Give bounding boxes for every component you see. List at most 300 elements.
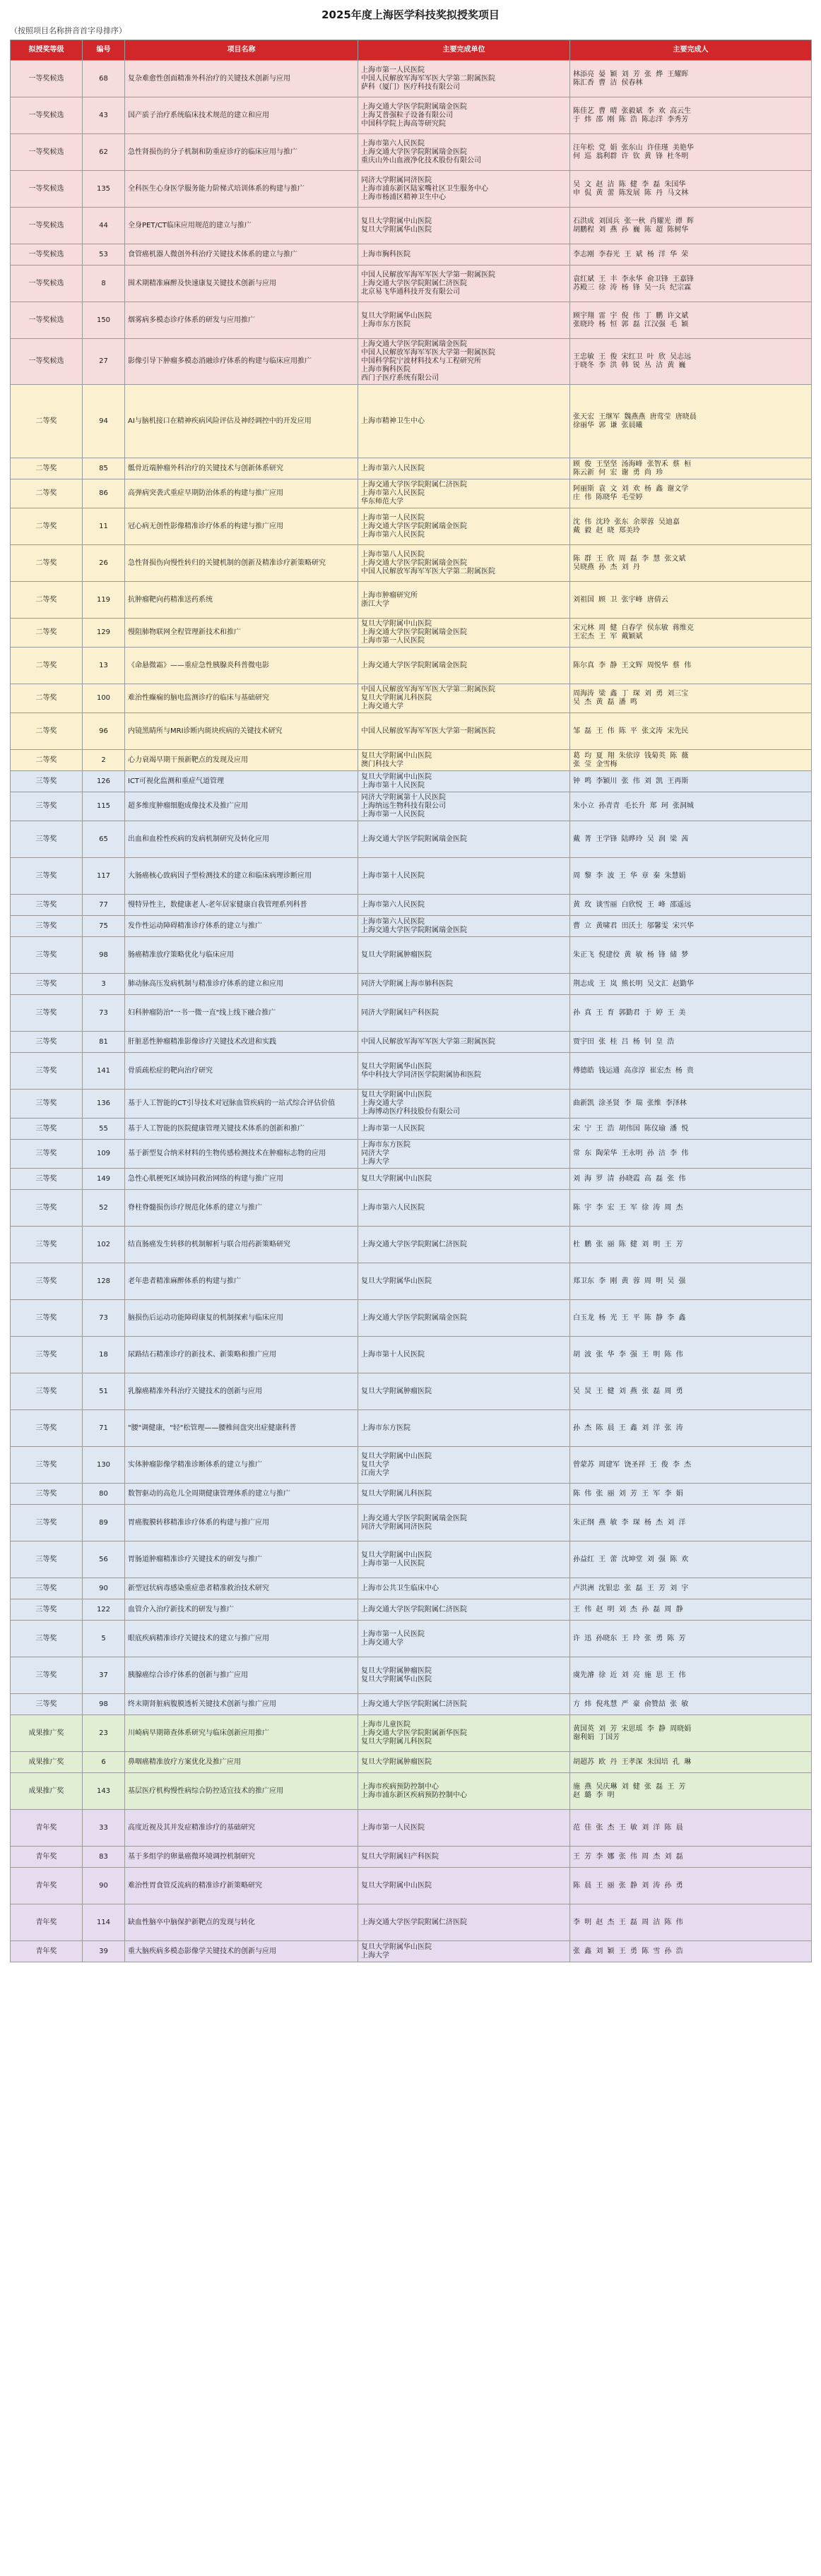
project-number: 75	[83, 916, 125, 937]
project-name: 急性心肌梗死区域协同救治网络的构建与推广应用	[125, 1169, 358, 1190]
project-name: 缺血性脑卒中脑保护新靶点的发现与转化	[125, 1904, 358, 1941]
project-number: 73	[83, 1300, 125, 1337]
completing-persons: 施 燕 吴庆琳 刘 健 张 磊 王 芳 赵 璐 李 明	[570, 1773, 812, 1810]
completing-persons: 卢洪洲 沈银忠 张 磊 王 芳 刘 宇	[570, 1578, 812, 1599]
table-row	[11, 1032, 812, 1053]
project-name: 脑损伤后运动功能障碍康复的机制探索与临床应用	[125, 1300, 358, 1337]
completing-persons: 虞先濬 徐 近 刘 亮 施 思 王 伟	[570, 1657, 812, 1694]
completing-persons: 朱正飞 倪建佼 黄 敏 杨 锋 储 梦	[570, 937, 812, 974]
table-row	[11, 1941, 812, 1962]
table-row	[11, 582, 812, 619]
project-name: 全科医生心身医学服务能力阶梯式培训体系的构建与推广	[125, 171, 358, 208]
table-row	[11, 1599, 812, 1621]
project-name: 肺动脉高压发病机制与精准诊疗体系的建立和应用	[125, 974, 358, 995]
completing-persons: 王 芳 李 娜 张 伟 周 杰 刘 磊	[570, 1847, 812, 1868]
completing-units: 复旦大学附属中山医院 复旦大学 江南大学	[358, 1447, 570, 1484]
table-row	[11, 1190, 812, 1227]
project-number: 102	[83, 1227, 125, 1263]
sort-note: （按照项目名称拼音首字母排序）	[10, 26, 126, 35]
project-number: 3	[83, 974, 125, 995]
table-row	[11, 771, 812, 792]
completing-units: 上海市东方医院	[358, 1410, 570, 1447]
project-number: 8	[83, 266, 125, 302]
header-units: 主要完成单位	[358, 40, 570, 61]
table-row	[11, 1140, 812, 1169]
completing-persons: 宋 宁 王 浩 胡伟国 陈仪瑜 潘 悦	[570, 1119, 812, 1140]
completing-units: 复旦大学附属妇产科医院	[358, 1847, 570, 1868]
award-grade: 三等奖	[11, 1032, 83, 1053]
page-title: 2025年度上海医学科技奖拟授奖项目	[321, 8, 500, 21]
project-name: 难治性癫痫的脑电监测诊疗的临床与基础研究	[125, 684, 358, 713]
award-grade: 一等奖候选	[11, 339, 83, 385]
table-row	[11, 895, 812, 916]
completing-units: 复旦大学附属中山医院 上海交通大学 上海博动医疗科技股份有限公司	[358, 1090, 570, 1119]
award-grade: 三等奖	[11, 1053, 83, 1090]
header-persons: 主要完成人	[570, 40, 812, 61]
project-number: 150	[83, 302, 125, 339]
project-number: 39	[83, 1941, 125, 1962]
project-name: 眼底疾病精准诊疗关键技术的建立与推广应用	[125, 1621, 358, 1657]
project-name: 慢阻肺物联网全程管理新技术和推广	[125, 619, 358, 648]
table-row	[11, 1169, 812, 1190]
completing-units: 上海市第六人民医院 上海交通大学医学院附属瑞金医院	[358, 916, 570, 937]
project-name: 《命悬微霜》——重症急性胰腺炎科普微电影	[125, 648, 358, 684]
award-grade: 三等奖	[11, 1169, 83, 1190]
award-grade: 青年奖	[11, 1868, 83, 1904]
completing-units: 上海市第十人民医院	[358, 858, 570, 895]
project-name: 基于人工智能的医院健康管理关键技术体系的创新和推广	[125, 1119, 358, 1140]
award-grade: 三等奖	[11, 1694, 83, 1715]
completing-units: 复旦大学附属华山医院 上海市东方医院	[358, 302, 570, 339]
award-grade: 二等奖	[11, 713, 83, 750]
completing-units: 复旦大学附属中山医院	[358, 1169, 570, 1190]
project-number: 141	[83, 1053, 125, 1090]
table-row	[11, 937, 812, 974]
completing-units: 上海交通大学医学院附属瑞金医院	[358, 821, 570, 858]
header-grade: 拟授奖等级	[11, 40, 83, 61]
table-row	[11, 1542, 812, 1578]
award-grade: 一等奖候选	[11, 61, 83, 97]
completing-units: 复旦大学附属华山医院 上海大学	[358, 1941, 570, 1962]
table-row	[11, 171, 812, 208]
award-grade: 三等奖	[11, 916, 83, 937]
award-grade: 一等奖候选	[11, 302, 83, 339]
project-number: 135	[83, 171, 125, 208]
table-row	[11, 266, 812, 302]
award-grade: 三等奖	[11, 1410, 83, 1447]
project-number: 6	[83, 1752, 125, 1773]
completing-persons: 曾蒙苏 周建军 饶圣祥 王 俊 李 杰	[570, 1447, 812, 1484]
award-grade: 三等奖	[11, 1119, 83, 1140]
completing-units: 上海市第六人民医院	[358, 1190, 570, 1227]
completing-units: 复旦大学附属肿瘤医院	[358, 1373, 570, 1410]
project-number: 136	[83, 1090, 125, 1119]
award-grade: 青年奖	[11, 1941, 83, 1962]
project-name: 胃癌腹膜转移精准诊疗体系的构建与推广应用	[125, 1505, 358, 1542]
project-name: 食管癌机器人微创外科治疗关键技术体系的建立与推广	[125, 244, 358, 266]
award-grade: 三等奖	[11, 995, 83, 1032]
completing-persons: 黄 玫 谈雪丽 白欣悦 王 峰 邵遥远	[570, 895, 812, 916]
project-name: 急性肾损伤向慢性转归的关键机制的创新及精准诊疗新策略研究	[125, 545, 358, 582]
project-number: 98	[83, 937, 125, 974]
completing-persons: 顾 俊 王坚坚 汤海峰 张智禾 蔡 桓 陈云新 何 宏 谢 勇 尚 珍	[570, 458, 812, 479]
award-grade: 三等奖	[11, 1505, 83, 1542]
completing-units: 复旦大学附属中山医院 上海市第十人民医院	[358, 771, 570, 792]
table-row	[11, 134, 812, 171]
completing-persons: 朱正纲 燕 敏 李 琛 杨 杰 刘 洋	[570, 1505, 812, 1542]
completing-units: 上海交通大学医学院附属瑞金医院	[358, 648, 570, 684]
project-name: 老年患者精准麻醉体系的构建与推广	[125, 1263, 358, 1300]
completing-units: 复旦大学附属肿瘤医院	[358, 937, 570, 974]
project-name: 全身PET/CT临床应用规范的建立与推广	[125, 208, 358, 244]
completing-persons: 邹 磊 王 伟 陈 平 张文涛 宋先民	[570, 713, 812, 750]
project-number: 143	[83, 1773, 125, 1810]
completing-units: 复旦大学附属华山医院	[358, 1263, 570, 1300]
table-row	[11, 1263, 812, 1300]
completing-units: 上海市肿瘤研究所 浙江大学	[358, 582, 570, 619]
award-grade: 二等奖	[11, 545, 83, 582]
table-row	[11, 1337, 812, 1373]
project-name: 乳腺癌精准外科治疗关键技术的创新与应用	[125, 1373, 358, 1410]
completing-persons: 戴 菁 王学锋 陆晔玲 吴 润 梁 茜	[570, 821, 812, 858]
completing-units: 上海交通大学医学院附属仁济医院 上海市第六人民医院 华东师范大学	[358, 479, 570, 508]
completing-persons: 陈尔真 李 静 王文辉 周悦华 蔡 伟	[570, 648, 812, 684]
completing-persons: 吴 文 赵 洁 陈 健 李 磊 朱国华 申 侃 黄 蕾 陈发展 陈 丹 马文林	[570, 171, 812, 208]
table-row	[11, 1904, 812, 1941]
project-name: 心力衰竭早期干预新靶点的发现及应用	[125, 750, 358, 771]
completing-units: 复旦大学附属中山医院 复旦大学附属华山医院	[358, 208, 570, 244]
completing-persons: 王忠敏 王 俊 宋红卫 叶 欣 吴志远 于晓冬 李 洪 韩 锐 丛 洁 黄 巍	[570, 339, 812, 385]
completing-units: 上海交通大学医学院附属瑞金医院 同济大学附属同济医院	[358, 1505, 570, 1542]
completing-units: 同济大学附属上海市肺科医院	[358, 974, 570, 995]
award-grade: 三等奖	[11, 1578, 83, 1599]
completing-persons: 荆志成 王 岚 熊长明 吴文汇 赵勤华	[570, 974, 812, 995]
project-name: 影像引导下肿瘤多模态消融诊疗体系的构建与临床应用推广	[125, 339, 358, 385]
award-grade: 三等奖	[11, 1227, 83, 1263]
award-grade: 青年奖	[11, 1810, 83, 1847]
completing-persons: 傅德皓 钱运通 高彦淳 崔宏杰 杨 贵	[570, 1053, 812, 1090]
table-row	[11, 713, 812, 750]
completing-units: 上海市第一人民医院	[358, 1119, 570, 1140]
completing-persons: 陈 伟 张 丽 刘 芳 王 军 李 娟	[570, 1484, 812, 1505]
completing-persons: 张 鑫 刘 颖 王 勇 陈 雪 孙 浩	[570, 1941, 812, 1962]
project-name: 高弹病突袭式重症早期防治体系的构建与推广应用	[125, 479, 358, 508]
completing-units: 复旦大学附属中山医院 澳门科技大学	[358, 750, 570, 771]
completing-persons: 孙益红 王 蕾 沈坤堂 刘 强 陈 欢	[570, 1542, 812, 1578]
project-number: 114	[83, 1904, 125, 1941]
project-number: 80	[83, 1484, 125, 1505]
project-number: 149	[83, 1169, 125, 1190]
table-row	[11, 1810, 812, 1847]
completing-persons: 郑卫东 李 刚 黄 蓉 周 明 吴 强	[570, 1263, 812, 1300]
project-name: 出血和血栓性疾病的发病机制研究及转化应用	[125, 821, 358, 858]
completing-persons: 曹 立 黄啸君 田沃土 邬馨雯 宋兴华	[570, 916, 812, 937]
completing-units: 上海市第十人民医院	[358, 1337, 570, 1373]
project-name: 结直肠癌发生转移的机制解析与联合用药新策略研究	[125, 1227, 358, 1263]
table-row	[11, 1300, 812, 1337]
project-name: 重大脑疾病多模态影像学关键技术的创新与应用	[125, 1941, 358, 1962]
project-number: 115	[83, 792, 125, 821]
project-number: 129	[83, 619, 125, 648]
project-number: 85	[83, 458, 125, 479]
completing-persons: 阿丽斯 袁 文 刘 欢 杨 鑫 谢文学 庄 伟 陈晓华 毛莹婷	[570, 479, 812, 508]
project-number: 56	[83, 1542, 125, 1578]
project-name: 终末期肾脏病腹膜透析关键技术创新与推广应用	[125, 1694, 358, 1715]
completing-units: 中国人民解放军海军军医大学第二附属医院 复旦大学附属儿科医院 上海交通大学	[358, 684, 570, 713]
project-name: 血管介入治疗新技术的研发与推广	[125, 1599, 358, 1621]
award-grade: 二等奖	[11, 479, 83, 508]
table-row	[11, 684, 812, 713]
award-grade: 三等奖	[11, 1190, 83, 1227]
table-row	[11, 244, 812, 266]
table-row	[11, 1578, 812, 1599]
completing-units: 上海市第一人民医院 中国人民解放军海军军医大学第二附属医院 萨科（厦门）医疗科技有限公司	[358, 61, 570, 97]
completing-units: 复旦大学附属肿瘤医院	[358, 1752, 570, 1773]
table-row	[11, 648, 812, 684]
award-grade: 一等奖候选	[11, 266, 83, 302]
award-grade: 一等奖候选	[11, 171, 83, 208]
completing-units: 同济大学附属妇产科医院	[358, 995, 570, 1032]
project-name: 新型冠状病毒感染重症患者精准救治技术研究	[125, 1578, 358, 1599]
project-number: 5	[83, 1621, 125, 1657]
completing-persons: 宋元林 周 健 白春学 侯东敏 蒋维克 王宏杰 王 军 戴颖斌	[570, 619, 812, 648]
project-name: 急性肾损伤的分子机制和防重症诊疗的临床应用与推广	[125, 134, 358, 171]
completing-persons: 刘 海 罗 清 孙晓霞 高 磊 张 伟	[570, 1169, 812, 1190]
completing-persons: 吴 炅 王 健 刘 燕 张 磊 周 勇	[570, 1373, 812, 1410]
completing-units: 复旦大学附属肿瘤医院 复旦大学附属华山医院	[358, 1657, 570, 1694]
completing-units: 上海市胸科医院	[358, 244, 570, 266]
completing-units: 上海交通大学医学院附属仁济医院	[358, 1599, 570, 1621]
completing-units: 上海市第六人民医院 上海交通大学医学院附属瑞金医院 重庆山外山血液净化技术股份有限公司	[358, 134, 570, 171]
completing-persons: 周 黎 李 波 王 华 章 秦 朱慧娟	[570, 858, 812, 895]
table-row	[11, 1715, 812, 1752]
table-row	[11, 1410, 812, 1447]
award-table-body	[11, 61, 812, 1962]
project-name: 内镜黑睛所与MRI诊断内斑块疾病的关键技术研究	[125, 713, 358, 750]
project-name: 大肠癌核心致病因子型检测技术的建立和临床病理诊断应用	[125, 858, 358, 895]
completing-units: 上海交通大学医学院附属仁济医院	[358, 1904, 570, 1941]
project-name: 难治性胃食管反流病的精准诊疗新策略研究	[125, 1868, 358, 1904]
completing-units: 上海交通大学医学院附属仁济医院	[358, 1694, 570, 1715]
project-name: 鼻咽癌精准放疗方案优化及推广应用	[125, 1752, 358, 1773]
award-grade: 三等奖	[11, 974, 83, 995]
project-name: "腰"调健康，"轻"松管理——腰椎间盘突出症健康科普	[125, 1410, 358, 1447]
award-grade: 三等奖	[11, 1621, 83, 1657]
project-name: 脊柱脊髓损伤诊疗规范化体系的建立与推广	[125, 1190, 358, 1227]
project-name: 超多维度肿瘤细胞成像技术及推广应用	[125, 792, 358, 821]
table-row	[11, 619, 812, 648]
award-grade: 三等奖	[11, 1447, 83, 1484]
award-grade: 三等奖	[11, 1373, 83, 1410]
project-number: 33	[83, 1810, 125, 1847]
completing-persons: 沈 伟 沈玲 张东 余翠蓉 吴迪嘉 戴 毅 赵 晓 郑美玲	[570, 508, 812, 545]
completing-units: 上海市第六人民医院	[358, 895, 570, 916]
table-row	[11, 1773, 812, 1810]
table-row	[11, 385, 812, 458]
award-grade: 二等奖	[11, 385, 83, 458]
project-name: 胰腺癌综合诊疗体系的创新与推广应用	[125, 1657, 358, 1694]
table-row	[11, 1694, 812, 1715]
project-number: 73	[83, 995, 125, 1032]
project-number: 62	[83, 134, 125, 171]
table-row	[11, 792, 812, 821]
completing-persons: 陈 群 王 欣 周 磊 李 慧 张文斌 吴晓燕 孙 杰 刘 丹	[570, 545, 812, 582]
completing-persons: 袁红斌 王 丰 李永华 俞卫锋 王嘉锋 苏殿三 徐 涛 杨 锋 吴一兵 纪宗霖	[570, 266, 812, 302]
project-name: 数智驱动的高危儿全周期健康管理体系的建立与推广	[125, 1484, 358, 1505]
project-name: ICT可视化监测和重症气道管理	[125, 771, 358, 792]
project-name: 高度近视及其并发症精准诊疗的基础研究	[125, 1810, 358, 1847]
completing-units: 上海交通大学医学院附属仁济医院	[358, 1227, 570, 1263]
award-grade: 三等奖	[11, 1090, 83, 1119]
award-grade: 三等奖	[11, 771, 83, 792]
project-number: 81	[83, 1032, 125, 1053]
table-row	[11, 1447, 812, 1484]
completing-persons: 黄国英 刘 芳 宋思瑶 李 静 周晓娟 谢利娟 丁国芳	[570, 1715, 812, 1752]
project-number: 27	[83, 339, 125, 385]
project-number: 43	[83, 97, 125, 134]
table-row	[11, 302, 812, 339]
completing-persons: 许 迅 孙晓东 王 玲 张 勇 陈 芳	[570, 1621, 812, 1657]
project-number: 130	[83, 1447, 125, 1484]
project-name: 川崎病早期筛查体系研究与临床创新应用推广	[125, 1715, 358, 1752]
award-grade: 三等奖	[11, 937, 83, 974]
award-grade: 二等奖	[11, 458, 83, 479]
table-row	[11, 1847, 812, 1868]
table-row	[11, 1657, 812, 1694]
project-number: 55	[83, 1119, 125, 1140]
completing-units: 上海市公共卫生临床中心	[358, 1578, 570, 1599]
project-name: 基于新型复合纳米材料的生物传感检测技术在肿瘤标志物的应用	[125, 1140, 358, 1169]
table-row	[11, 545, 812, 582]
completing-units: 上海市第六人民医院	[358, 458, 570, 479]
completing-units: 上海市疾病预防控制中心 上海市浦东新区疾病预防控制中心	[358, 1773, 570, 1810]
table-row	[11, 995, 812, 1032]
project-name: 围术期精准麻醉及快速康复关键技术创新与应用	[125, 266, 358, 302]
completing-persons: 范 佳 张 杰 王 敏 刘 洋 陈 晨	[570, 1810, 812, 1847]
table-row	[11, 1227, 812, 1263]
project-number: 119	[83, 582, 125, 619]
completing-persons: 曲新凯 涂圣贤 李 瑞 张维 李泽林	[570, 1090, 812, 1119]
project-name: 胃肠道肿瘤精准诊疗关键技术的研发与推广	[125, 1542, 358, 1578]
table-row	[11, 61, 812, 97]
project-number: 90	[83, 1868, 125, 1904]
award-grade: 三等奖	[11, 1140, 83, 1169]
completing-persons: 陈 宇 李 宏 王 军 徐 涛 周 杰	[570, 1190, 812, 1227]
project-number: 83	[83, 1847, 125, 1868]
project-number: 44	[83, 208, 125, 244]
completing-units: 上海市第一人民医院	[358, 1810, 570, 1847]
completing-units: 上海交通大学医学院附属瑞金医院 中国人民解放军海军军医大学第一附属医院 中国科学院宁波材料技术与工程研究所 上海市胸科医院 西门子医疗系统有限公司	[358, 339, 570, 385]
award-table	[10, 40, 812, 1962]
completing-persons: 陈佳艺 曹 晴 张毅斌 李 欢 高云生 于 炜 邵 刚 陈 浩 陈志洋 李秀芳	[570, 97, 812, 134]
completing-units: 中国人民解放军海军军医大学第一附属医院	[358, 713, 570, 750]
completing-persons: 陈 晨 王 丽 张 静 刘 涛 孙 勇	[570, 1868, 812, 1904]
completing-units: 上海市第八人民医院 上海交通大学医学院附属瑞金医院 中国人民解放军海军军医大学第二附属医院	[358, 545, 570, 582]
completing-units: 上海市儿童医院 上海交通大学医学院附属新华医院 复旦大学附属儿科医院	[358, 1715, 570, 1752]
project-name: 肝脏恶性肿瘤精准影像诊疗关键技术改进和实践	[125, 1032, 358, 1053]
project-name: 发作性运动障碍精准诊疗体系的建立与推广	[125, 916, 358, 937]
award-grade: 青年奖	[11, 1904, 83, 1941]
award-grade: 三等奖	[11, 858, 83, 895]
award-grade: 三等奖	[11, 1263, 83, 1300]
award-grade: 二等奖	[11, 508, 83, 545]
table-row	[11, 750, 812, 771]
project-name: 肠癌精准放疗策略优化与临床应用	[125, 937, 358, 974]
project-number: 65	[83, 821, 125, 858]
project-number: 68	[83, 61, 125, 97]
award-grade: 二等奖	[11, 619, 83, 648]
completing-units: 中国人民解放军海军军医大学第三附属医院	[358, 1032, 570, 1053]
project-name: 基于人工智能的CT引导技术对冠脉血管疾病的一站式综合评估价值	[125, 1090, 358, 1119]
award-grade: 一等奖候选	[11, 208, 83, 244]
project-number: 52	[83, 1190, 125, 1227]
award-grade: 二等奖	[11, 582, 83, 619]
completing-persons: 顾宇翔 雷 宇 倪 伟 丁 鹏 许文斌 张晓玲 杨 恒 郭 磊 江汉强 毛 颖	[570, 302, 812, 339]
table-row	[11, 1053, 812, 1090]
project-name: 抗肿瘤靶向药精准送药系统	[125, 582, 358, 619]
table-row	[11, 1484, 812, 1505]
project-name: 实体肿瘤影像学精准诊断体系的建立与推广	[125, 1447, 358, 1484]
project-number: 89	[83, 1505, 125, 1542]
project-name: 烟雾病多模态诊疗体系的研发与应用推广	[125, 302, 358, 339]
project-name: 国产质子治疗系统临床技术规范的建立和应用	[125, 97, 358, 134]
completing-persons: 杜 鹏 张 丽 陈 健 刘 明 王 芳	[570, 1227, 812, 1263]
completing-units: 上海交通大学医学院附属瑞金医院 上海艾普强粒子设备有限公司 中国科学院上海高等研究院	[358, 97, 570, 134]
project-number: 77	[83, 895, 125, 916]
completing-units: 复旦大学附属华山医院 华中科技大学同济医学院附属协和医院	[358, 1053, 570, 1090]
award-grade: 成果推广奖	[11, 1715, 83, 1752]
completing-units: 中国人民解放军海军军医大学第一附属医院 上海交通大学医学院附属仁济医院 北京易飞华通科技开发有限公司	[358, 266, 570, 302]
completing-persons: 石洪成 刘国兵 张一秋 肖耀光 谭 辉 胡鹏程 刘 燕 孙 巍 陈 超 陈树华	[570, 208, 812, 244]
project-name: 慢特异性主，数健康老人-老年居家健康自我管理系列科普	[125, 895, 358, 916]
completing-persons: 方 炜 倪兆慧 严 豪 俞赞喆 张 敏	[570, 1694, 812, 1715]
completing-units: 复旦大学附属中山医院	[358, 1868, 570, 1904]
award-grade: 三等奖	[11, 1484, 83, 1505]
project-name: 尿路结石精准诊疗的新技术、新策略和推广应用	[125, 1337, 358, 1373]
completing-units: 同济大学附属同济医院 上海市浦东新区陆家嘴社区卫生服务中心 上海市杨浦区精神卫生中心	[358, 171, 570, 208]
project-name: 基层医疗机构慢性病综合防控适宜技术的推广应用	[125, 1773, 358, 1810]
table-row	[11, 1119, 812, 1140]
project-number: 90	[83, 1578, 125, 1599]
project-number: 109	[83, 1140, 125, 1169]
award-grade: 三等奖	[11, 821, 83, 858]
table-row	[11, 1868, 812, 1904]
award-grade: 一等奖候选	[11, 244, 83, 266]
completing-persons: 葛 均 夏 翔 朱依谆 钱菊英 陈 薇 张 莹 金雪梅	[570, 750, 812, 771]
completing-units: 复旦大学附属中山医院 上海市第一人民医院	[358, 1542, 570, 1578]
project-number: 23	[83, 1715, 125, 1752]
table-row	[11, 1373, 812, 1410]
award-grade: 三等奖	[11, 895, 83, 916]
completing-units: 复旦大学附属儿科医院	[358, 1484, 570, 1505]
table-row	[11, 97, 812, 134]
table-row	[11, 821, 812, 858]
completing-persons: 白玉龙 杨 光 王 平 陈 静 李 鑫	[570, 1300, 812, 1337]
award-grade: 青年奖	[11, 1847, 83, 1868]
award-grade: 成果推广奖	[11, 1752, 83, 1773]
table-row	[11, 458, 812, 479]
header-no: 编号	[83, 40, 125, 61]
header-project-name: 项目名称	[125, 40, 358, 61]
completing-units: 上海交通大学医学院附属瑞金医院	[358, 1300, 570, 1337]
completing-persons: 张天宏 王继军 魏燕燕 唐莺莹 唐晓晨 徐丽华 郭 谦 张晨曦	[570, 385, 812, 458]
project-number: 37	[83, 1657, 125, 1694]
completing-units: 同济大学附属第十人民医院 上海纳远生物科技有限公司 上海市第一人民医院	[358, 792, 570, 821]
award-grade: 三等奖	[11, 1657, 83, 1694]
award-grade: 三等奖	[11, 1542, 83, 1578]
project-name: 复杂难愈性创面精准外科治疗的关键技术创新与应用	[125, 61, 358, 97]
project-name: 骶骨近端肿瘤外科治疗的关键技术与创新体系研究	[125, 458, 358, 479]
